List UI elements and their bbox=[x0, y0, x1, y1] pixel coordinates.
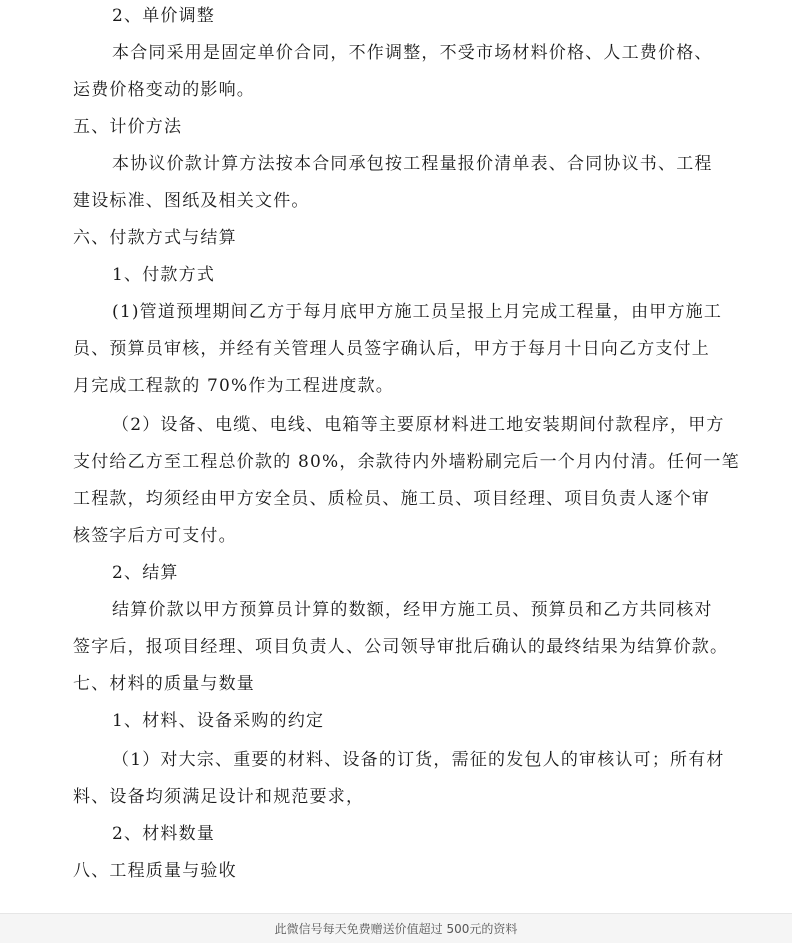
paragraph-line: 料、设备均须满足设计和规范要求， bbox=[73, 787, 365, 807]
subheading-material-quantity: 2、材料数量 bbox=[112, 824, 216, 844]
paragraph-line: (1)管道预埋期间乙方于每月底甲方施工员呈报上月完成工程量，由甲方施工 bbox=[112, 302, 723, 322]
subheading-settlement: 2、结算 bbox=[112, 563, 179, 583]
paragraph-line: （2）设备、电缆、电线、电箱等主要原材料进工地安装期间付款程序，甲方 bbox=[112, 415, 725, 435]
paragraph-line: 月完成工程款的 70%作为工程进度款。 bbox=[73, 376, 394, 396]
paragraph-line: 建设标准、图纸及相关文件。 bbox=[73, 191, 310, 211]
paragraph-line: （1）对大宗、重要的材料、设备的订货，需征的发包人的审核认可；所有材 bbox=[112, 750, 725, 770]
footer-notice: 此微信号每天免费赠送价值超过 500元的资料 bbox=[274, 922, 518, 936]
paragraph-line: 签字后，报项目经理、项目负责人、公司领导审批后确认的最终结果为结算价款。 bbox=[73, 637, 729, 657]
heading-material-quality-quantity: 七、材料的质量与数量 bbox=[73, 674, 255, 694]
paragraph-line: 本协议价款计算方法按本合同承包按工程量报价清单表、合同协议书、工程 bbox=[112, 154, 713, 174]
footer-bar bbox=[0, 913, 792, 943]
paragraph-line: 运费价格变动的影响。 bbox=[73, 80, 255, 100]
paragraph-line: 结算价款以甲方预算员计算的数额，经甲方施工员、预算员和乙方共同核对 bbox=[112, 600, 713, 620]
paragraph-line: 员、预算员审核，并经有关管理人员签字确认后，甲方于每月十日向乙方支付上 bbox=[73, 339, 710, 359]
heading-pricing-method: 五、计价方法 bbox=[73, 117, 183, 137]
subheading-unit-price-adjustment: 2、单价调整 bbox=[112, 6, 216, 26]
paragraph-line: 本合同采用是固定单价合同，不作调整，不受市场材料价格、人工费价格、 bbox=[112, 43, 713, 63]
heading-quality-acceptance: 八、工程质量与验收 bbox=[73, 861, 237, 881]
paragraph-line: 工程款，均须经由甲方安全员、质检员、施工员、项目经理、项目负责人逐个审 bbox=[73, 489, 710, 509]
subheading-procurement-agreement: 1、材料、设备采购的约定 bbox=[112, 711, 325, 731]
paragraph-line: 支付给乙方至工程总价款的 80%，余款待内外墙粉刷完后一个月内付清。任何一笔 bbox=[73, 452, 740, 472]
paragraph-line: 核签字后方可支付。 bbox=[73, 526, 237, 546]
subheading-payment-method: 1、付款方式 bbox=[112, 265, 216, 285]
heading-payment-and-settlement: 六、付款方式与结算 bbox=[73, 228, 237, 248]
